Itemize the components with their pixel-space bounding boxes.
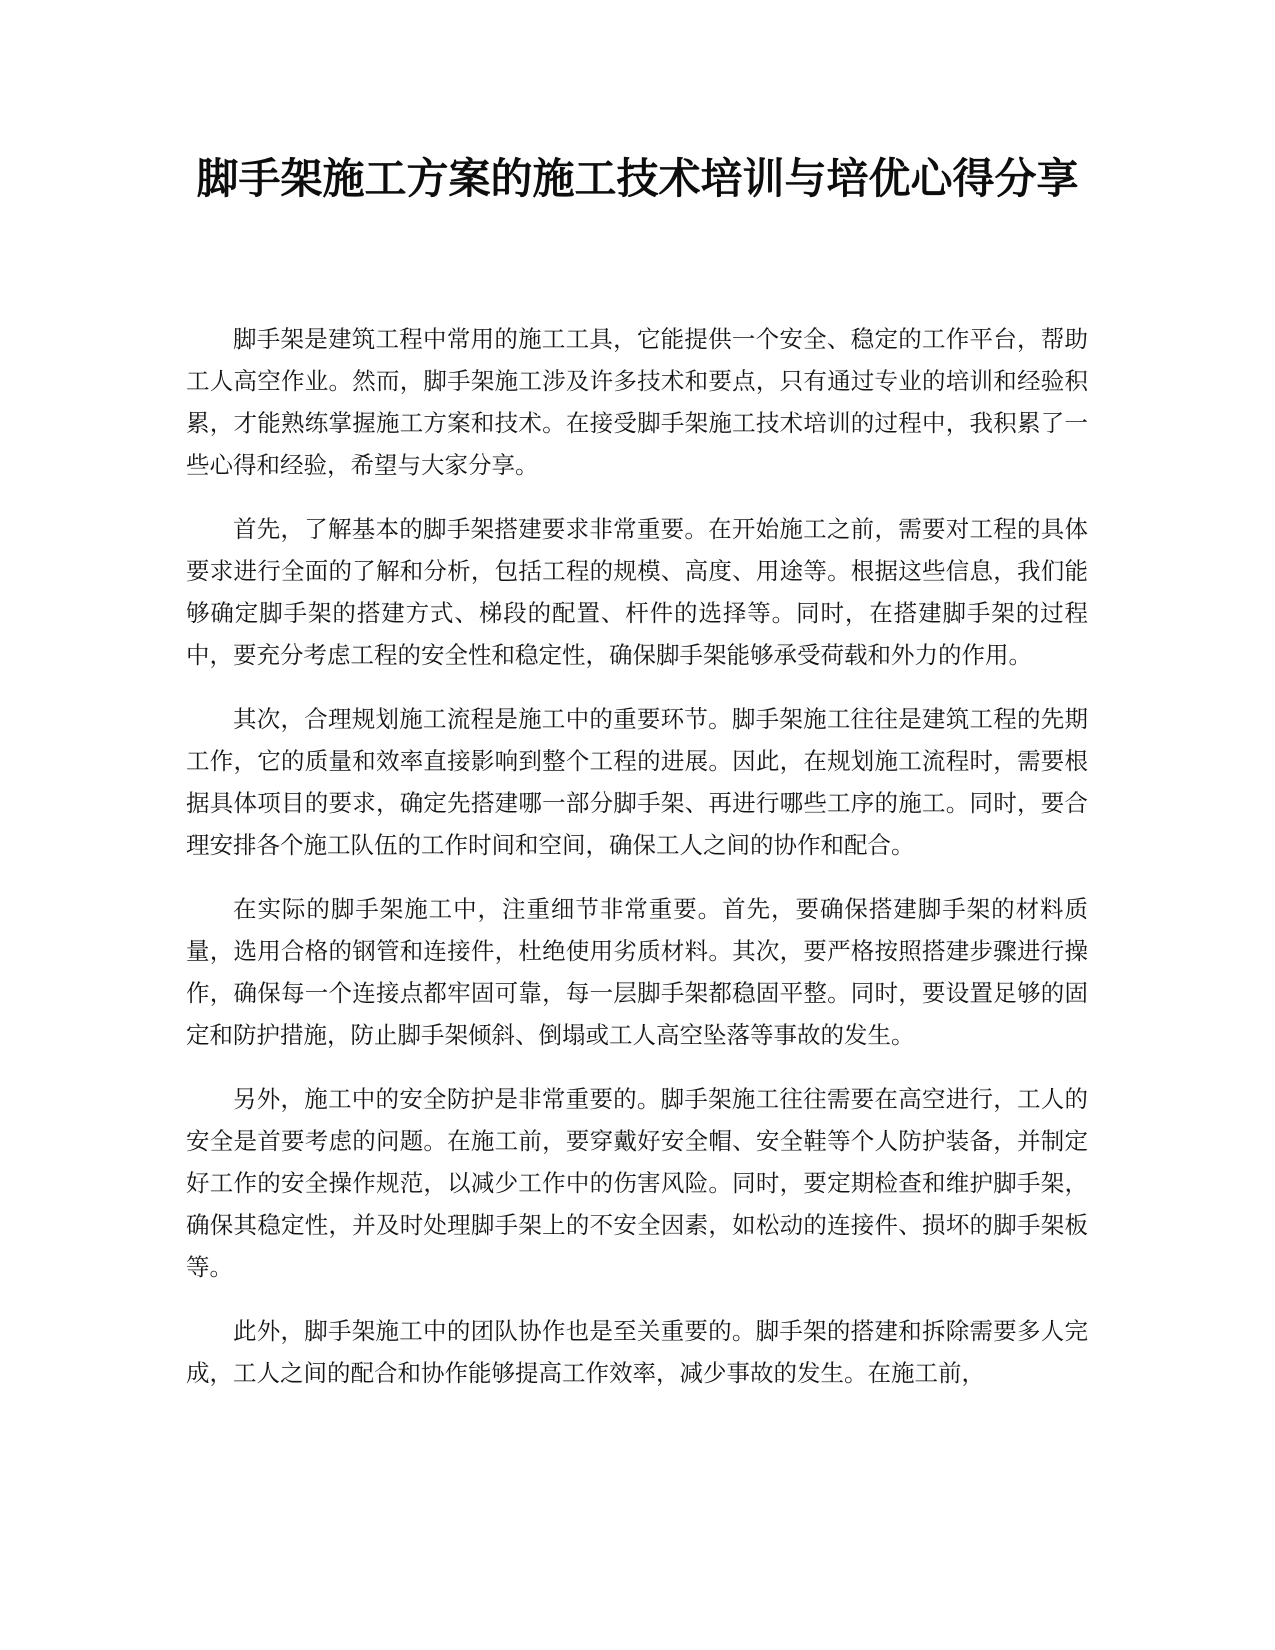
document-body <box>186 318 1088 1416</box>
paragraph-2: 首先，了解基本的脚手架搭建要求非常重要。在开始施工之前，需要对工程的具体要求进行全面的了解和分析，包括工程的规模、高度、用途等。根据这些信息，我们能够确定脚手架的搭建方式、梯段的配置、杆件的选择等。同时，在搭建脚手架的过程中，要充分考虑工程的安全性和稳定性，确保脚手架能够承受荷载和外力的作用。 <box>186 515 1088 669</box>
paragraph-4: 在实际的脚手架施工中，注重细节非常重要。首先，要确保搭建脚手架的材料质量，选用合格的钢管和连接件，杜绝使用劣质材料。其次，要严格按照搭建步骤进行操作，确保每一个连接点都牢固可靠，每一层脚手架都稳固平整。同时，要设置足够的固定和防护措施，防止脚手架倾斜、倒塌或工人高空坠落等事故的发生。 <box>186 895 1088 1049</box>
paragraph-5: 另外，施工中的安全防护是非常重要的。脚手架施工往往需要在高空进行，工人的安全是首要考虑的问题。在施工前，要穿戴好安全帽、安全鞋等个人防护装备，并制定好工作的安全操作规范，以减少工作中的伤害风险。同时，要定期检查和维护脚手架，确保其稳定性，并及时处理脚手架上的不安全因素，如松动的连接件、损坏的脚手架板等。 <box>186 1085 1088 1281</box>
paragraph-6: 此外，脚手架施工中的团队协作也是至关重要的。脚手架的搭建和拆除需要多人完成，工人之间的配合和协作能够提高工作效率，减少事故的发生。在施工前， <box>186 1317 1088 1387</box>
document-title: 脚手架施工方案的施工技术培训与培优心得分享 <box>196 154 1079 203</box>
paragraph-3: 其次，合理规划施工流程是施工中的重要环节。脚手架施工往往是建筑工程的先期工作，它的质量和效率直接影响到整个工程的进展。因此，在规划施工流程时，需要根据具体项目的要求，确定先搭建哪一部分脚手架、再进行哪些工序的施工。同时，要合理安排各个施工队伍的工作时间和空间，确保工人之间的协作和配合。 <box>186 705 1088 859</box>
paragraph-1: 脚手架是建筑工程中常用的施工工具，它能提供一个安全、稳定的工作平台，帮助工人高空作业。然而，脚手架施工涉及许多技术和要点，只有通过专业的培训和经验积累，才能熟练掌握施工方案和技术。在接受脚手架施工技术培训的过程中，我积累了一些心得和经验，希望与大家分享。 <box>186 325 1088 479</box>
